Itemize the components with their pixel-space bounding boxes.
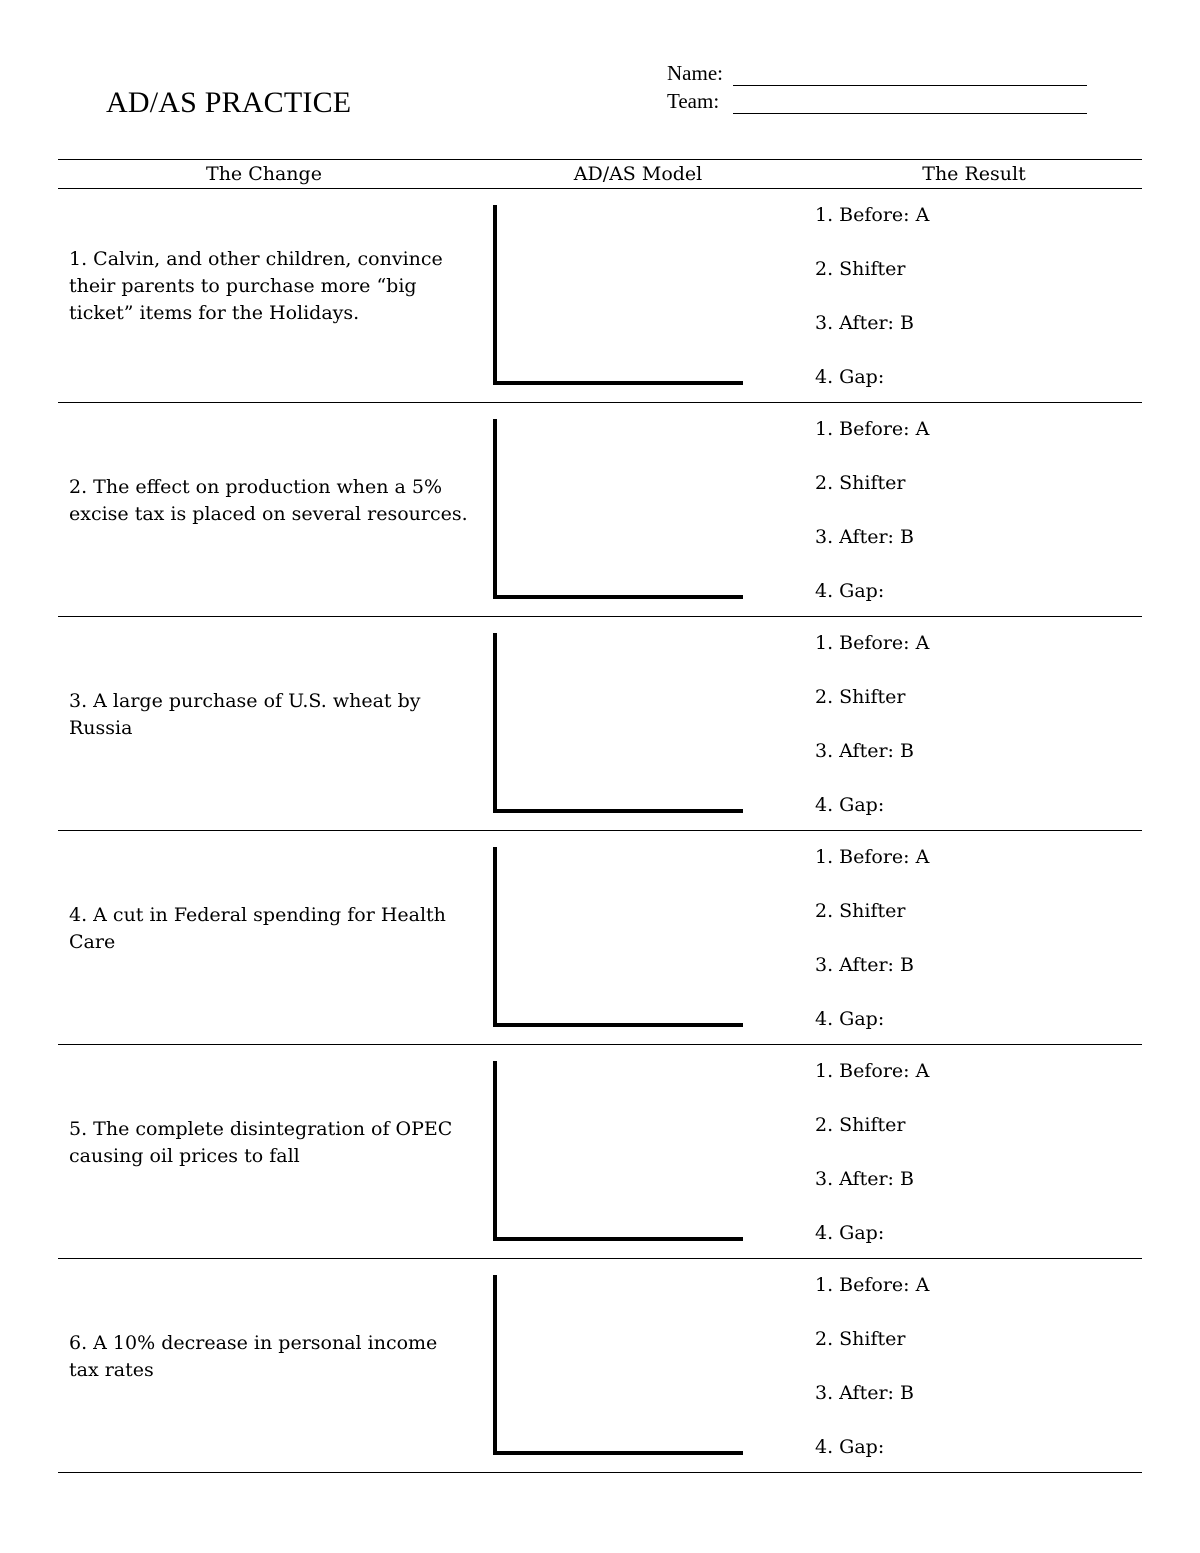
header-the-change: The Change — [206, 163, 322, 185]
result-gap: 4. Gap: — [815, 366, 885, 388]
change-description: 2. The effect on production when a 5% excise tax is placed on several resources. — [69, 475, 468, 525]
result-gap: 4. Gap: — [815, 1222, 885, 1244]
change-description: 4. A cut in Federal spending for Health Care — [69, 903, 446, 953]
result-after: 3. After: B — [815, 526, 914, 548]
result-list — [815, 403, 1135, 616]
result-list — [815, 617, 1135, 830]
result-gap: 4. Gap: — [815, 1436, 885, 1458]
result-after: 3. After: B — [815, 954, 914, 976]
result-after: 3. After: B — [815, 1168, 914, 1190]
result-list — [815, 831, 1135, 1044]
worksheet-title: AD/AS PRACTICE — [106, 86, 352, 119]
table-header — [58, 159, 1142, 189]
result-before: 1. Before: A — [815, 1060, 930, 1082]
blank-graph-axes[interactable] — [493, 847, 745, 1027]
header-the-result: The Result — [922, 163, 1026, 185]
result-shifter: 2. Shifter — [815, 1328, 906, 1350]
result-gap: 4. Gap: — [815, 794, 885, 816]
team-label: Team: — [667, 89, 720, 113]
blank-graph-axes[interactable] — [493, 1061, 745, 1241]
practice-table — [58, 159, 1142, 1473]
result-shifter: 2. Shifter — [815, 258, 906, 280]
table-row — [58, 831, 1142, 1045]
result-before: 1. Before: A — [815, 204, 930, 226]
team-field[interactable] — [667, 88, 1087, 116]
result-gap: 4. Gap: — [815, 1008, 885, 1030]
change-description: 1. Calvin, and other children, convince their parents to purchase more “big ticket” items for the Holidays. — [69, 248, 443, 324]
table-row — [58, 1259, 1142, 1473]
result-list — [815, 189, 1135, 402]
result-shifter: 2. Shifter — [815, 900, 906, 922]
result-before: 1. Before: A — [815, 418, 930, 440]
result-before: 1. Before: A — [815, 632, 930, 654]
result-after: 3. After: B — [815, 1382, 914, 1404]
team-blank-line[interactable] — [733, 113, 1087, 114]
result-before: 1. Before: A — [815, 1274, 930, 1296]
result-before: 1. Before: A — [815, 846, 930, 868]
result-list — [815, 1259, 1135, 1472]
blank-graph-axes[interactable] — [493, 633, 745, 813]
blank-graph-axes[interactable] — [493, 1275, 745, 1455]
result-shifter: 2. Shifter — [815, 472, 906, 494]
name-label: Name: — [667, 61, 723, 85]
result-after: 3. After: B — [815, 312, 914, 334]
header-adas-model: AD/AS Model — [573, 163, 703, 185]
blank-graph-axes[interactable] — [493, 205, 745, 385]
table-row — [58, 617, 1142, 831]
result-gap: 4. Gap: — [815, 580, 885, 602]
result-shifter: 2. Shifter — [815, 1114, 906, 1136]
change-description: 5. The complete disintegration of OPEC causing oil prices to fall — [69, 1117, 453, 1167]
table-row — [58, 403, 1142, 617]
result-after: 3. After: B — [815, 740, 914, 762]
name-field[interactable] — [667, 60, 1087, 88]
table-row — [58, 189, 1142, 403]
result-shifter: 2. Shifter — [815, 686, 906, 708]
blank-graph-axes[interactable] — [493, 419, 745, 599]
change-description: 6. A 10% decrease in personal income tax rates — [69, 1331, 438, 1381]
table-row — [58, 1045, 1142, 1259]
name-blank-line[interactable] — [733, 85, 1087, 86]
result-list — [815, 1045, 1135, 1258]
change-description: 3. A large purchase of U.S. wheat by Russia — [69, 689, 421, 739]
